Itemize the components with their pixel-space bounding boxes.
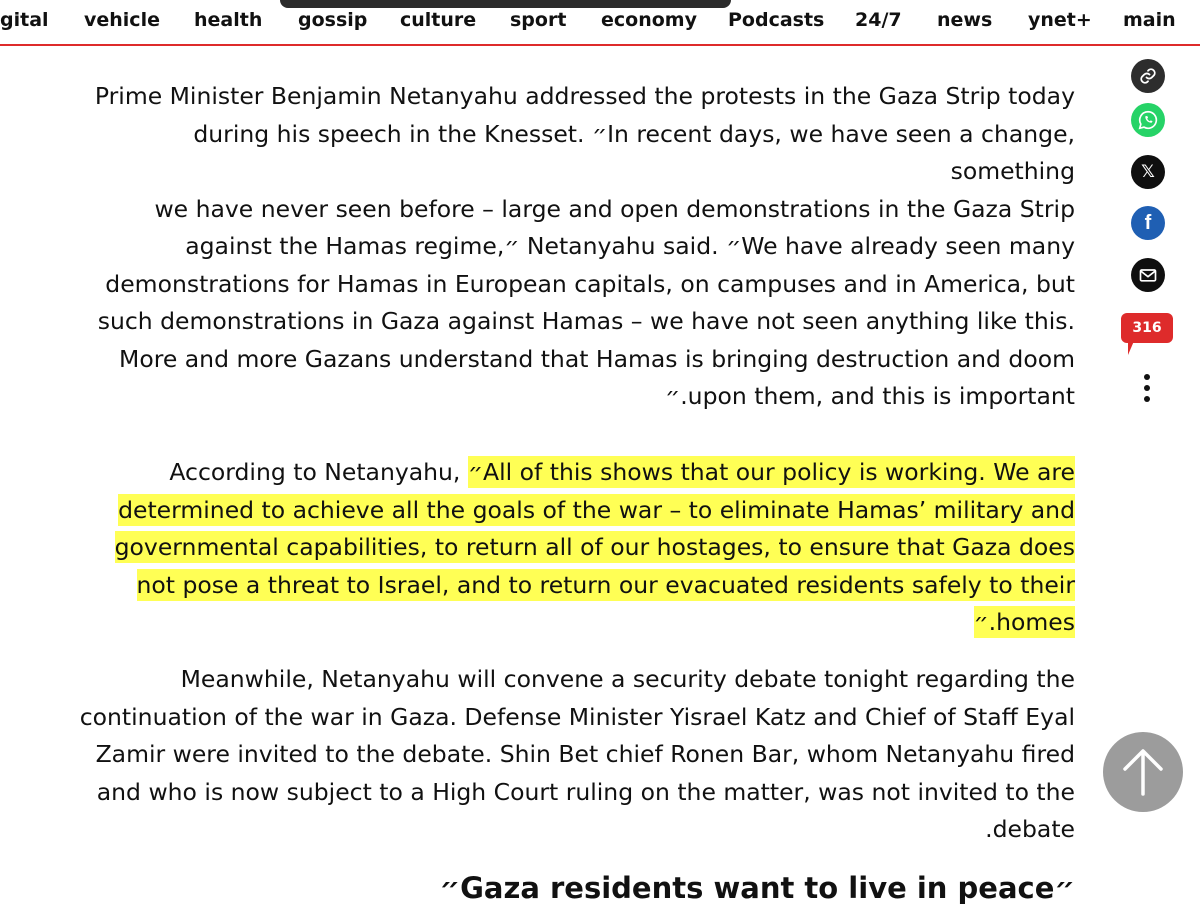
nav-item-24-7[interactable]: 24/7 — [855, 9, 902, 31]
p3-line: Meanwhile, Netanyahu will convene a security debate tonight regarding the — [180, 665, 1075, 693]
p1-line: during his speech in the Knesset. ״In recent days, we have seen a change, something — [193, 119, 1075, 185]
p1-line: ״.upon them, and this is important — [665, 382, 1075, 410]
nav-item-ynet-plus[interactable]: ynet+ — [1028, 9, 1092, 31]
link-icon — [1139, 67, 1157, 85]
whatsapp-share-button[interactable] — [1131, 103, 1165, 137]
nav-item-main[interactable]: main — [1123, 9, 1176, 31]
nav-item-health[interactable]: health — [194, 9, 263, 31]
article-paragraph-1 — [75, 78, 1075, 416]
article-paragraph-3 — [75, 661, 1075, 849]
p3-line: continuation of the war in Gaza. Defense Minister Yisrael Katz and Chief of Staff Eyal — [79, 702, 1075, 731]
p3-line: .debate — [985, 815, 1075, 843]
p1-line: Prime Minister Benjamin Netanyahu addressed the protests in the Gaza Strip today — [94, 82, 1075, 110]
facebook-icon: f — [1144, 211, 1152, 234]
nav-item-digital[interactable]: gital — [0, 9, 49, 31]
quote-lead: According to Netanyahu, — [169, 458, 468, 486]
p1-line: demonstrations for Hamas in European capitals, on campuses and in America, but — [105, 269, 1075, 298]
highlighted-quote-line: ״.homes — [973, 608, 1075, 636]
highlighted-quote-line: ״All of this shows that our policy is working. We are — [467, 458, 1075, 486]
p3-line: and who is now subject to a High Court ruling on the matter, was not invited to the — [96, 777, 1075, 806]
highlighted-quote-line: governmental capabilities, to return all of our hostages, to ensure that Gaza does — [114, 533, 1075, 561]
whatsapp-icon — [1137, 109, 1159, 131]
nav-item-sport[interactable]: sport — [510, 9, 567, 31]
dot — [1144, 396, 1150, 402]
mail-icon — [1138, 265, 1158, 285]
nav-item-gossip[interactable]: gossip — [298, 9, 368, 31]
copy-link-button[interactable] — [1131, 59, 1165, 93]
p1-line: such demonstrations in Gaza against Hamas – we have not seen anything like this. — [97, 307, 1075, 335]
nav-item-economy[interactable]: economy — [601, 9, 697, 31]
comments-count-button[interactable] — [1121, 313, 1173, 343]
comments-count: 316 — [1132, 320, 1162, 336]
arrow-up-icon — [1121, 747, 1165, 797]
p1-line: we have never seen before – large and open demonstrations in the Gaza Strip — [154, 194, 1075, 223]
nav-item-vehicle[interactable]: vehicle — [84, 9, 160, 31]
x-icon: 𝕏 — [1141, 162, 1155, 182]
comment-bubble-tail — [1128, 341, 1140, 355]
p3-line: Zamir were invited to the debate. Shin Bet chief Ronen Bar, whom Netanyahu fired — [95, 740, 1075, 768]
nav-item-news[interactable]: news — [937, 9, 993, 31]
facebook-share-button[interactable] — [1131, 206, 1165, 240]
article-paragraph-2 — [75, 454, 1075, 642]
email-share-button[interactable] — [1131, 258, 1165, 292]
dot — [1144, 374, 1150, 380]
x-share-button[interactable] — [1131, 155, 1165, 189]
nav-item-podcasts[interactable]: Podcasts — [728, 9, 825, 31]
nav-item-culture[interactable]: culture — [400, 9, 477, 31]
dot — [1144, 385, 1150, 391]
p1-line: against the Hamas regime,״ Netanyahu said. ״We have already seen many — [185, 232, 1075, 260]
p1-line: More and more Gazans understand that Hamas is bringing destruction and doom — [119, 344, 1075, 373]
article-subheading: ״Gaza residents want to live in peace״ — [439, 871, 1075, 905]
scroll-to-top-button[interactable] — [1103, 732, 1183, 812]
highlighted-quote-line: determined to achieve all the goals of the war – to eliminate Hamas’ military and — [118, 495, 1075, 524]
more-options-button[interactable] — [1140, 374, 1154, 406]
highlighted-quote-line: not pose a threat to Israel, and to return our evacuated residents safely to their — [136, 570, 1075, 599]
browser-overlay-tab — [280, 0, 731, 8]
